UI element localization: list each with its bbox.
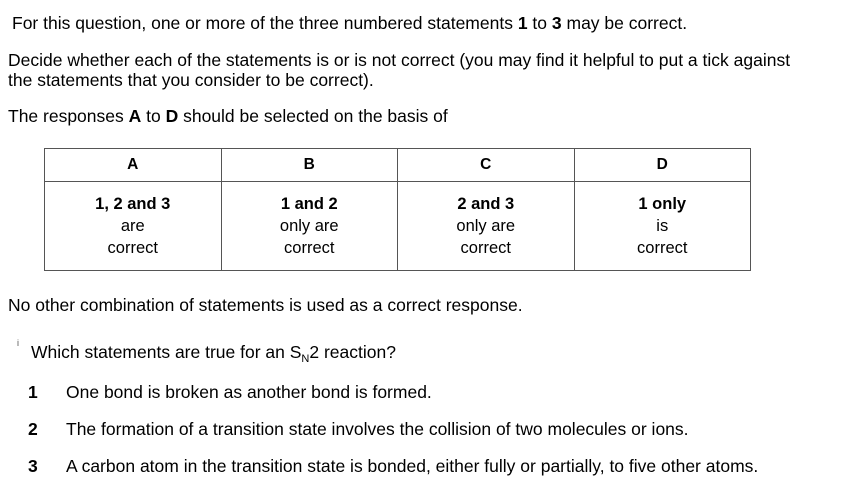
question-subscript: N xyxy=(301,353,310,365)
response-note: No other combination of statements is used as a correct response. xyxy=(8,295,523,315)
option-d-line-3: correct xyxy=(637,239,688,257)
option-a-line-3: correct xyxy=(107,239,158,257)
question-text xyxy=(31,342,396,365)
option-d-cell xyxy=(574,182,751,271)
intro-line-2a: Decide whether each of the statements is or is not correct (you may find it helpful to put a tick against xyxy=(8,50,791,70)
question-text-start: Which statements are true for an S xyxy=(31,342,302,362)
option-d-line-2: is xyxy=(656,217,669,235)
option-c-line-2: only are xyxy=(456,217,516,235)
statement-1-text: One bond is broken as another bond is formed. xyxy=(66,382,432,402)
intro-line-1-end: may be correct. xyxy=(561,13,688,33)
header-c: C xyxy=(398,149,575,182)
option-a-cell xyxy=(45,182,222,271)
intro-line-2b: the statements that you consider to be correct). xyxy=(8,70,374,90)
intro-line-3 xyxy=(8,106,448,127)
response-key-header-row xyxy=(45,149,751,182)
intro-line-1 xyxy=(12,13,687,34)
option-d-line-1: 1 only xyxy=(638,195,687,213)
intro-line-3-end: should be selected on the basis of xyxy=(178,106,448,126)
option-a-line-2: are xyxy=(120,217,145,235)
intro-line-1-text: For this question, one or more of the three numbered statements xyxy=(12,13,518,33)
option-b-line-2: only are xyxy=(279,217,339,235)
option-b-line-3: correct xyxy=(284,239,335,257)
option-b-line-1: 1 and 2 xyxy=(280,195,338,213)
option-b-cell xyxy=(221,182,398,271)
statement-3-number: 3 xyxy=(28,456,38,476)
response-key-body-row xyxy=(45,182,751,271)
header-b: B xyxy=(221,149,398,182)
option-c-line-1: 2 and 3 xyxy=(457,195,515,213)
question-marker: i xyxy=(17,338,19,348)
intro-line-3-text: The responses xyxy=(8,106,129,126)
response-start-letter: A xyxy=(128,106,142,126)
header-d: D xyxy=(574,149,751,182)
response-key-table xyxy=(44,148,751,271)
intro-line-3-to: to xyxy=(141,106,166,126)
statement-2-number: 2 xyxy=(28,419,38,439)
header-a: A xyxy=(45,149,222,182)
question-text-end: 2 reaction? xyxy=(309,342,396,362)
intro-line-1-to: to xyxy=(527,13,552,33)
option-a-line-1: 1, 2 and 3 xyxy=(95,195,171,213)
statement-start-number: 1 xyxy=(517,13,528,33)
statement-2-text: The formation of a transition state involves the collision of two molecules or ions. xyxy=(66,419,689,439)
response-end-letter: D xyxy=(165,106,179,126)
statement-end-number: 3 xyxy=(551,13,562,33)
statement-3-text: A carbon atom in the transition state is bonded, either fully or partially, to five other atoms. xyxy=(66,456,759,476)
statement-1-number: 1 xyxy=(28,382,38,402)
option-c-line-3: correct xyxy=(460,239,511,257)
option-c-cell xyxy=(398,182,575,271)
